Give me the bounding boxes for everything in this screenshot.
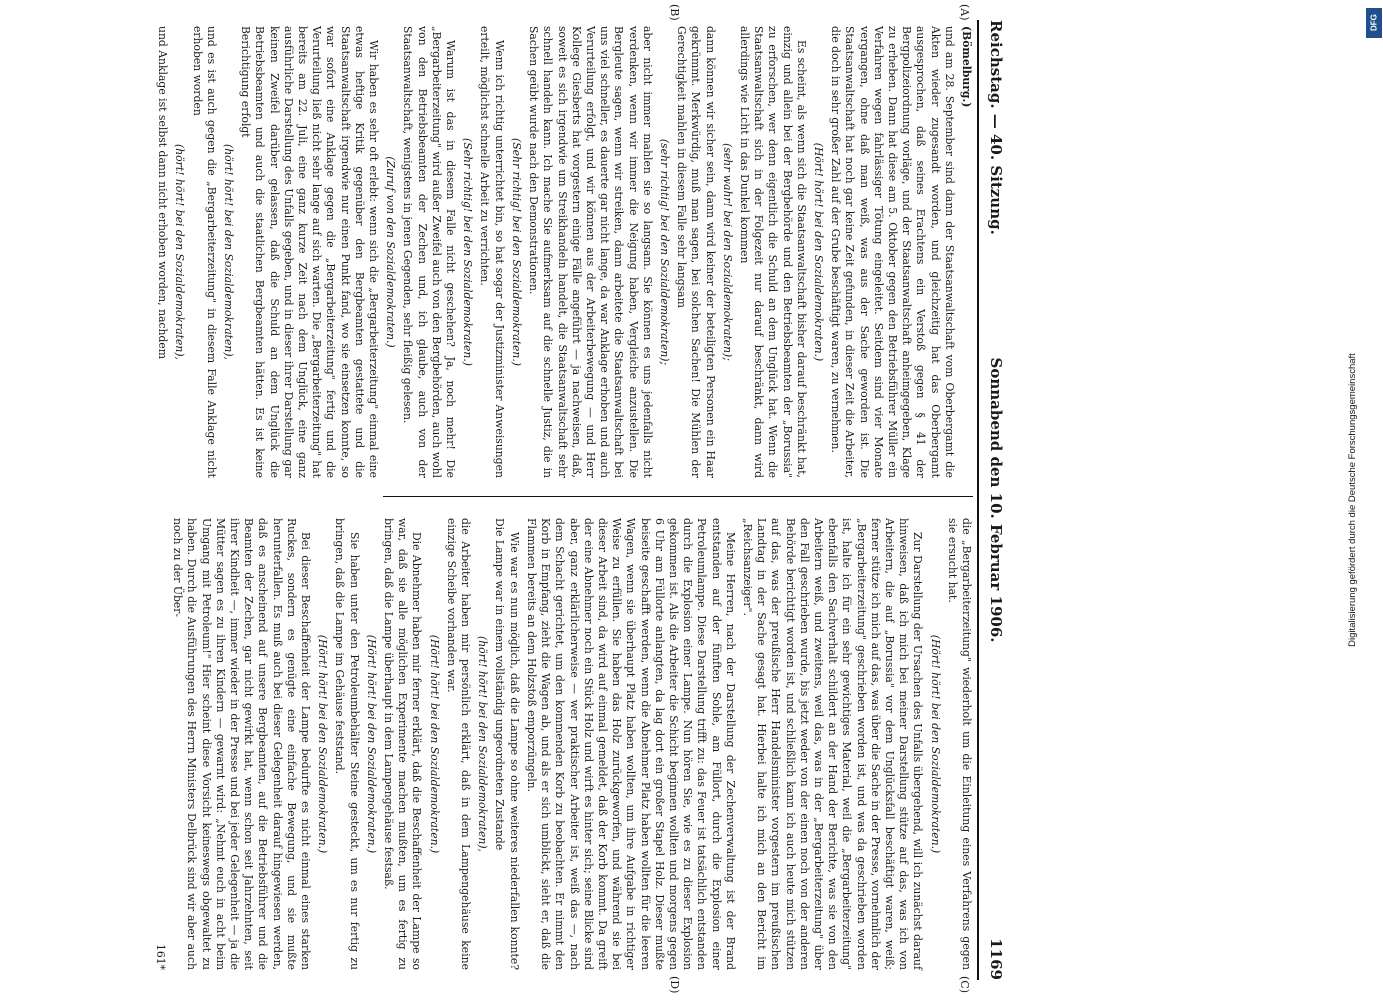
left-column	[156, 26, 973, 478]
paragraph: Meine Herren, nach der Darstellung der Zechenverwaltung ist der Brand entstanden auf der fünften Sohle, am Füllort, durch die Explosion einer Petroleumlampe. Diese Darstellung trifft zu: das Feuer ist tatsächlich entstanden durch die Explosion einer Lampe. Nun hören Sie, wie es zu dieser Explosion gekommen ist. Als die Arbeiter die Schicht beginnen wollten und morgens gegen 6 Uhr am Füllorte anlangten, da lag dort ein großer Stapel Holz. Dieser mußte beiseite geschafft werden, wenn die Abnehmer Platz haben wollten für die leeren Wagen, wenn sie überhaupt Platz haben wollten, um ihre Aufgabe in richtiger Weise zu erfüllen. Sie haben das Holz zurückgeworfen, und während sie bei dieser Arbeit sind, da wird auf einmal gemeldet, daß der Korb kommt. Da greift der eine Abnehmer noch ein Stück Holz und wirft es hinter sich; seine Blicke sind aber, ganz erklärlicherweise — wer praktischer Arbeiter ist, weiß das —, nach dem Schacht gerichtet, um den kommenden Korb zu beobachten. Er nimmt den Korb in Empfang, zieht die Wagen ab, und als er sich umblickt, sieht er, daß die Flammen bereits an dem Holzstoß emporzüngeln.	[524, 518, 737, 970]
interjection: (sehr wahr! bei den Sozialdemokraten);	[720, 143, 734, 361]
signature-mark: 161*	[154, 943, 168, 970]
interjection: (hört! hört! bei den Sozialdemokraten),	[173, 144, 187, 360]
dfg-logo: DFG	[1366, 8, 1382, 38]
page-header	[981, 20, 1005, 980]
paragraph: und es ist auch gegen die „Bergarbeiterzeitung" in diesem Falle Anklage nicht erhoben worden	[190, 26, 218, 478]
session-date: Sonnabend den 10. Februar 1906.	[987, 357, 1005, 643]
interjection: (Sehr richtig! bei den Sozialdemokraten.)	[461, 138, 475, 366]
document-page	[154, 0, 1011, 1000]
digitization-note: Digitalisierung gefördert durch die Deutsche Forschungsgemeinschaft	[1347, 353, 1358, 647]
paragraph: Wir haben es sehr oft erlebt: wenn sich die „Bergarbeiterzeitung" einmal eine etwas heftige Kritik gegenüber den Bergbeamten gestattete und die Staatsanwaltschaft irgendwie nur einen Punkt fand, wo sie einsetzen konnte, so war sofort eine Anklage gegen die „Bergarbeiterzeitung" fertig und die Verurteilung ließ nicht sehr lange auf sich warten. Die „Bergarbeiterzeitung" hat bereits am 22. Juli, eine ganz kurze Zeit nach dem Unglück, eine ganz ausführliche Darstellung des Unfalls gegeben, und in dieser ihrer Darstellung gar keinen Zweifel darüber gelassen, daß die Schuld an dem Unglück die Betriebsbeamten und auch die staatlichen Bergbeamten hätten. Es ist keine Berichtigung erfolgt	[239, 26, 381, 478]
paragraph: die Arbeiter haben mir persönlich erklärt, daß in dem Lampengehäuse keine einzige Scheibe vorhanden war.	[444, 518, 473, 970]
page-number: 1169	[987, 938, 1005, 980]
speaker-label: (Bömelburg.)	[960, 26, 973, 108]
paragraph: und am 28. September sind dann der Staatsanwaltschaft vom Oberbergamt die Akten wieder zugesandt worden, und gleichzeitig hat das Oberbergamt ausgesprochen, daß seines Erachtens ein Verstoß gegen § 41 der Bergpolizeiordnung vorläge, und der Staatsanwaltschaft anheimgegeben, Klage zu erheben. Dann hat diese am 5. Oktober gegen den Betriebsführer Müller ein Verfahren wegen fahrlässiger Tötung eingeleitet. Seitdem sind vier Monate vergangen, ohne daß man weiß, was aus der Sache geworden ist. Die Staatsanwaltschaft hat noch gar keine Zeit gefunden, in dieser Zeit die Arbeiter, die doch in sehr großer Zahl auf der Grube beschäftigt waren, zu vernehmen.	[829, 26, 956, 478]
paragraph: und Anklage ist selbst dann nicht erhoben worden, nachdem	[156, 26, 170, 360]
interjection: (hört! hört! bei den Sozialdemokraten),	[476, 636, 490, 852]
paragraph: Warum ist das in diesem Falle nicht geschehen? Ja, noch mehr! Die „Bergarbeiterzeitung" wird außer Zweifel auch von den Bergbehörden, auch wohl von den Betriebsbeamten der Zechen und, ich glaube, auch von der Staatsanwaltschaft, wenigstens in jenen Gegenden, sehr fleißig gelesen.	[401, 26, 458, 478]
margin-mark-d: (D)	[668, 976, 681, 994]
header-rule	[977, 20, 979, 980]
interjection: (Hört! hört! bei den Sozialdemokraten.)	[928, 634, 942, 854]
interjection: (Hört! hört! bei den Sozialdemokraten.)	[364, 634, 378, 854]
paragraph: Bei dieser Beschaffenheit der Lampe bedurfte es nicht einmal eines starken Ruckes, sondern es genügte eine einfache Bewegung, und sie mußte herunterfallen. Es muß auch bei dieser Gelegenheit darauf hingewiesen werden, daß es anscheinend auf unsere Bergbeamten, auf die Betriebsführer und die Beamten der Zechen, gar nicht gewirkt hat, wenn schon seit Jahrzehnten, seit ihrer Kindheit —, immer wieder in der Presse und bei jeder Gelegenheit — ja die Mütter sagen es zu ihren Kindern — gewarnt wird: „Nehmt euch in acht beim Umgang mit Petroleum!" Hier scheint diese Vorsicht keineswegs obgewaltet zu haben. Durch die Ausführungen des Herrn Ministers Delbrück sind wir aber auch noch zu der Über-	[171, 518, 313, 970]
paragraph: Wie war es nun möglich, daß die Lampe so ohne weiteres niederfallen konnte? Die Lampe war in einem vollständig ungeordneten Zustande	[493, 518, 521, 970]
paragraph: Die Abnehmer haben mir ferner erklärt, daß die Beschaffenheit der Lampe so war, daß sie alle möglichen Experimente machen mußten, um es fertig zu bringen, daß die Lampe überhaupt in dem Lampengehäuse festsaß.	[382, 518, 424, 970]
running-head: Reichstag. — 40. Sitzung.	[987, 20, 1005, 235]
paragraph: dann können wir sicher sein, dann wird keiner der beteiligten Personen ein Haar gekrümmt. Merkwürdig, muß man sagen, bei solchen Sachen! Die Mühlen der Gerechtigkeit mahlen in diesem Falle sehr langsam	[675, 26, 717, 478]
interjection: (Hört! hört! bei den Sozialdemokraten.)	[811, 142, 825, 362]
interjection: (Sehr richtig! bei den Sozialdemokraten.)	[509, 138, 523, 366]
paragraph: Zur Darstellung der Ursachen des Unfalls übergehend, will ich zunächst darauf hinweisen, daß ich mich bei meiner Darstellung stütze auf das, was ich von Arbeitern, die auf „Borussia" vor dem Unglücksfall beschäftigt waren, weiß; ferner stütze ich mich auf das, was über die Sache in der Presse, vornehmlich der „Bergarbeiterzeitung" geschrieben worden ist, und was da geschrieben worden ist, halte ich für ein sehr gewichtiges Material, weil die „Bergarbeiterzeitung" ebenfalls den Sachverhalt schildert an der Hand der Berichte, was sie von den Arbeitern weiß, und zweitens, weil das, was in der „Bergarbeiterzeitung" über den Fall geschrieben wurde, bis jetzt weder von der einen noch von der anderen Behörde berichtigt worden ist, und schließlich kann ich auch heute mich stützen auf das, was der preußische Herr Handelsminister vorgestern im preußischen Landtag in der Sache gesagt hat. Hierbei halte ich mich an den Bericht im „Reichsanzeiger".	[740, 518, 925, 970]
paragraph: Wenn ich richtig unterrichtet bin, so hat sogar der Justizminister Anweisungen erteilt, möglichst schnelle Arbeit zu verrichten.	[478, 26, 506, 478]
interjection: (Zuruf von den Sozialdemokraten.)	[384, 156, 398, 348]
interjection: (sehr richtig! bei den Sozialdemokraten);	[657, 138, 671, 366]
margin-mark-a: (A)	[958, 4, 971, 21]
right-column	[154, 518, 973, 970]
paragraph: die „Bergarbeiterzeitung" wiederholt um die Einleitung eines Verfahrens gegen sie ersucht hat.	[945, 518, 973, 970]
margin-mark-b: (B)	[668, 4, 681, 21]
paragraph: Es scheint, als wenn sich die Staatsanwaltschaft bisher darauf beschränkt hat, einzig und allein bei der Bergbehörde und den Betriebsbeamten der „Borussia" zu erforschen, wer denn eigentlich die Schuld an dem Unglück hat. Wenn die Staatsanwaltschaft sich in der Folgezeit nur darauf beschränkt, dann wird allerdings wie Licht in das Dunkel kommen	[737, 26, 808, 478]
paragraph: aber nicht immer mahlen sie so langsam. Sie können es uns jedenfalls nicht verdenken, wenn wir immer die Neigung haben, Vergleiche anzustellen. Die Bergleute sagen, wenn wir streiken, dann arbeitete die Staatsanwaltschaft bei uns viel schneller, es dauerte gar nicht lange, da war Anklage erhoben und auch Verurteilung erfolgt, und wir können aus der Arbeiterbewegung — und Herr Kollege Giesberts hat vorgestern einige Fälle angeführt — ja nachweisen, daß, soweit es sich irgendwie um Streikhandeln handelt, die Staatsanwaltschaft sehr schnell handeln kann. Ich mache Sie aufmerksam auf die schnelle Justiz, die in Sachen geübt wurde nach den Demonstrationen.	[527, 26, 654, 478]
interjection: (Hört! hört! bei den Sozialdemokraten.)	[427, 634, 441, 854]
interjection: (Hört! hört! bei den Sozialdemokraten.)	[316, 634, 330, 854]
paragraph: Sie haben unter den Petroleumbehälter Steine gesteckt, um es nur fertig zu bringen, daß die Lampe im Gehäuse feststand.	[333, 518, 361, 970]
margin-mark-c: (C)	[958, 976, 971, 993]
column-divider	[383, 496, 973, 497]
interjection: (hört! hört! bei den Sozialdemokraten),	[222, 144, 236, 360]
